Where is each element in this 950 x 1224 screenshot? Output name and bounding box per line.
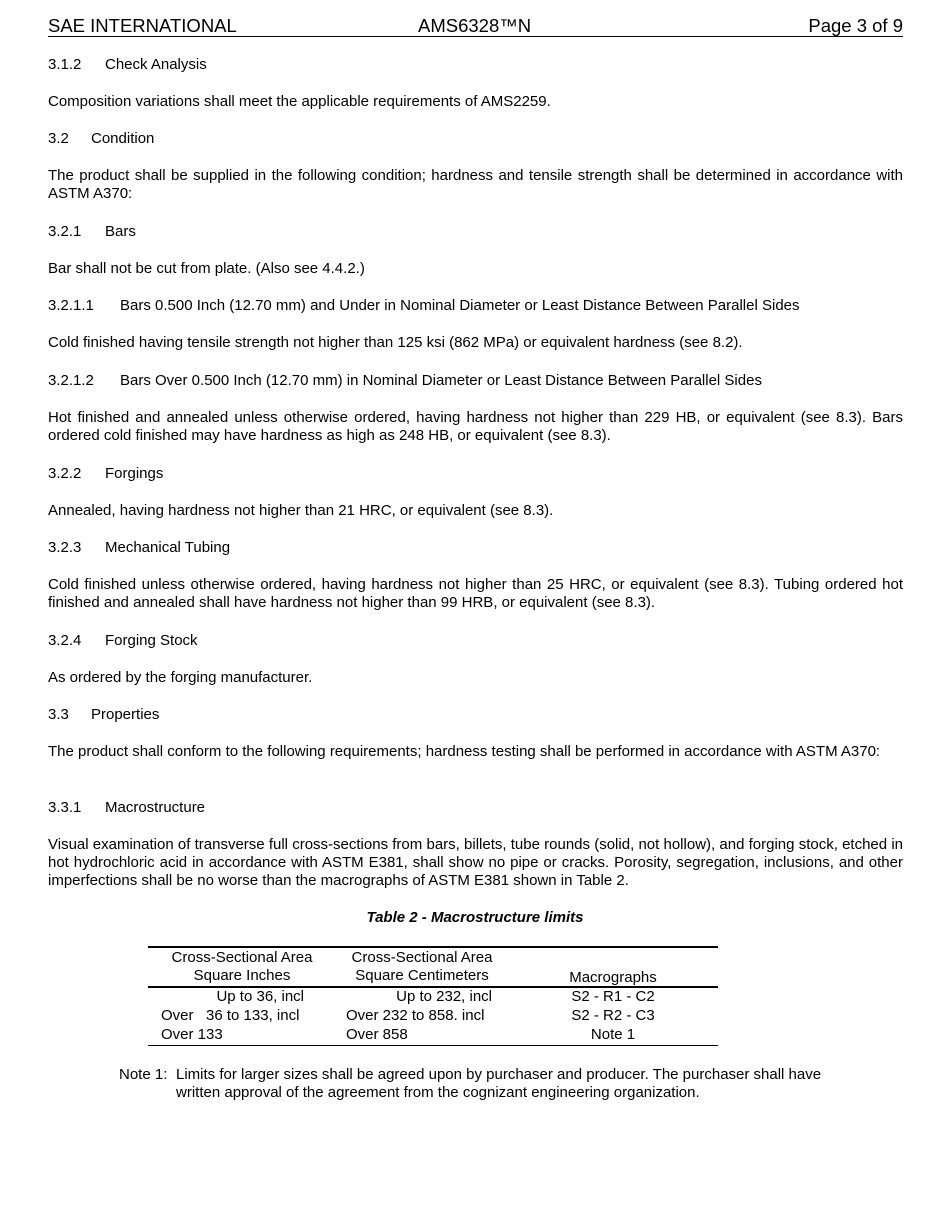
- table-title: Table 2 - Macrostructure limits: [366, 909, 584, 926]
- heading-3-3: [48, 706, 160, 723]
- table-cell: Note 1: [590, 1026, 636, 1043]
- heading-3-2-1: [48, 223, 136, 240]
- paragraph-3-2-2: Annealed, having hardness not higher than 21 HRC, or equivalent (see 8.3).: [48, 502, 554, 519]
- section-number: 3.2.1.2: [48, 372, 94, 389]
- table-cell: Up to 36, incl: [216, 988, 304, 1005]
- section-number: 3.2.1.1: [48, 297, 94, 314]
- header-doc-number: AMS6328™N: [418, 15, 532, 36]
- section-title: Condition: [91, 130, 155, 147]
- paragraph-3-2-3: Cold finished unless otherwise ordered, having hardness not higher than 25 HRC, or equivalent (see 8.3). Tubing ordered hot finished and annealed shall have hardness not higher than 99 HRB, or equivalent (see 8.3).: [48, 576, 903, 611]
- table-cell: Over 36 to 133, incl: [161, 1007, 300, 1024]
- section-number: 3.2: [48, 130, 69, 147]
- table-cell: S2 - R1 - C2: [571, 988, 655, 1005]
- header-sq-in-line2: Square Inches: [193, 967, 291, 984]
- section-title: Bars 0.500 Inch (12.70 mm) and Under in Nominal Diameter or Least Distance Between Parallel Sides: [120, 297, 800, 314]
- header-sq-cm-line1: Cross-Sectional Area: [351, 949, 493, 966]
- section-number: 3.2.3: [48, 539, 82, 556]
- section-title: Properties: [91, 706, 160, 723]
- section-title: Bars: [105, 223, 136, 240]
- table-cell: Over 133: [161, 1026, 223, 1043]
- section-title: Bars Over 0.500 Inch (12.70 mm) in Nominal Diameter or Least Distance Between Parallel Sides: [120, 372, 762, 389]
- section-title: Forging Stock: [105, 632, 198, 649]
- heading-3-2-1-2: [48, 372, 762, 389]
- table-cell: S2 - R2 - C3: [571, 1007, 655, 1024]
- section-number: 3.3.1: [48, 799, 82, 816]
- header-org: SAE INTERNATIONAL: [48, 15, 237, 36]
- table-bottom-rule: [148, 1045, 718, 1046]
- paragraph-3-3: The product shall conform to the following requirements; hardness testing shall be performed in accordance with ASTM A370:: [48, 743, 881, 760]
- paragraph-3-2: The product shall be supplied in the following condition; hardness and tensile strength shall be determined in accordance with ASTM A370:: [48, 167, 903, 202]
- heading-3-1-2: [48, 56, 207, 73]
- heading-3-3-1: [48, 799, 206, 816]
- paragraph-3-2-1-2: Hot finished and annealed unless otherwise ordered, having hardness not higher than 229 HB, or equivalent (see 8.3). Bars ordered cold finished may have hardness as high as 248 HB, or equivalent (see 8.3).: [48, 409, 903, 444]
- paragraph-3-3-1: Visual examination of transverse full cross-sections from bars, billets, tube rounds (solid, not hollow), and forging stock, etched in hot hydrochloric acid in accordance with ASTM E381, shall show no pipe or cracks. Porosity, segregation, inclusions, and other imperfections shall be no worse than the macrographs of ASTM E381 shown in Table 2.: [48, 836, 903, 889]
- heading-3-2-3: [48, 539, 231, 556]
- header-sq-cm-line2: Square Centimeters: [355, 967, 489, 984]
- section-number: 3.2.4: [48, 632, 82, 649]
- paragraph-3-2-1: Bar shall not be cut from plate. (Also see 4.4.2.): [48, 260, 365, 277]
- table-cell: Up to 232, incl: [396, 988, 492, 1005]
- section-number: 3.3: [48, 706, 69, 723]
- header-macrographs: Macrographs: [569, 969, 657, 986]
- page-header: [48, 14, 903, 37]
- header-page-number: Page 3 of 9: [808, 15, 903, 36]
- table-cell: Over 232 to 858. incl: [346, 1007, 485, 1024]
- section-title: Macrostructure: [105, 799, 206, 816]
- heading-3-2-4: [48, 632, 198, 649]
- section-number: 3.2.1: [48, 223, 82, 240]
- heading-3-2-1-1: [48, 297, 800, 314]
- header-sq-in-line1: Cross-Sectional Area: [171, 949, 313, 966]
- section-title: Check Analysis: [105, 56, 207, 73]
- table-cell: Over 858: [346, 1026, 408, 1043]
- paragraph-3-2-1-1: Cold finished having tensile strength not higher than 125 ksi (862 MPa) or equivalent hardness (see 8.2).: [48, 334, 743, 351]
- section-title: Mechanical Tubing: [105, 539, 231, 556]
- paragraph-3-2-4: As ordered by the forging manufacturer.: [48, 669, 313, 686]
- section-title: Forgings: [105, 465, 164, 482]
- heading-3-2-2: [48, 465, 164, 482]
- paragraph-3-1-2: Composition variations shall meet the applicable requirements of AMS2259.: [48, 93, 551, 110]
- table-top-rule: [148, 946, 718, 948]
- note-label: Note 1:: [119, 1066, 168, 1083]
- section-number: 3.2.2: [48, 465, 82, 482]
- note-text: Limits for larger sizes shall be agreed upon by purchaser and producer. The purchaser shall have written approval of the agreement from the cognizant engineering organization.: [176, 1066, 822, 1101]
- heading-3-2: [48, 130, 155, 147]
- section-number: 3.1.2: [48, 56, 82, 73]
